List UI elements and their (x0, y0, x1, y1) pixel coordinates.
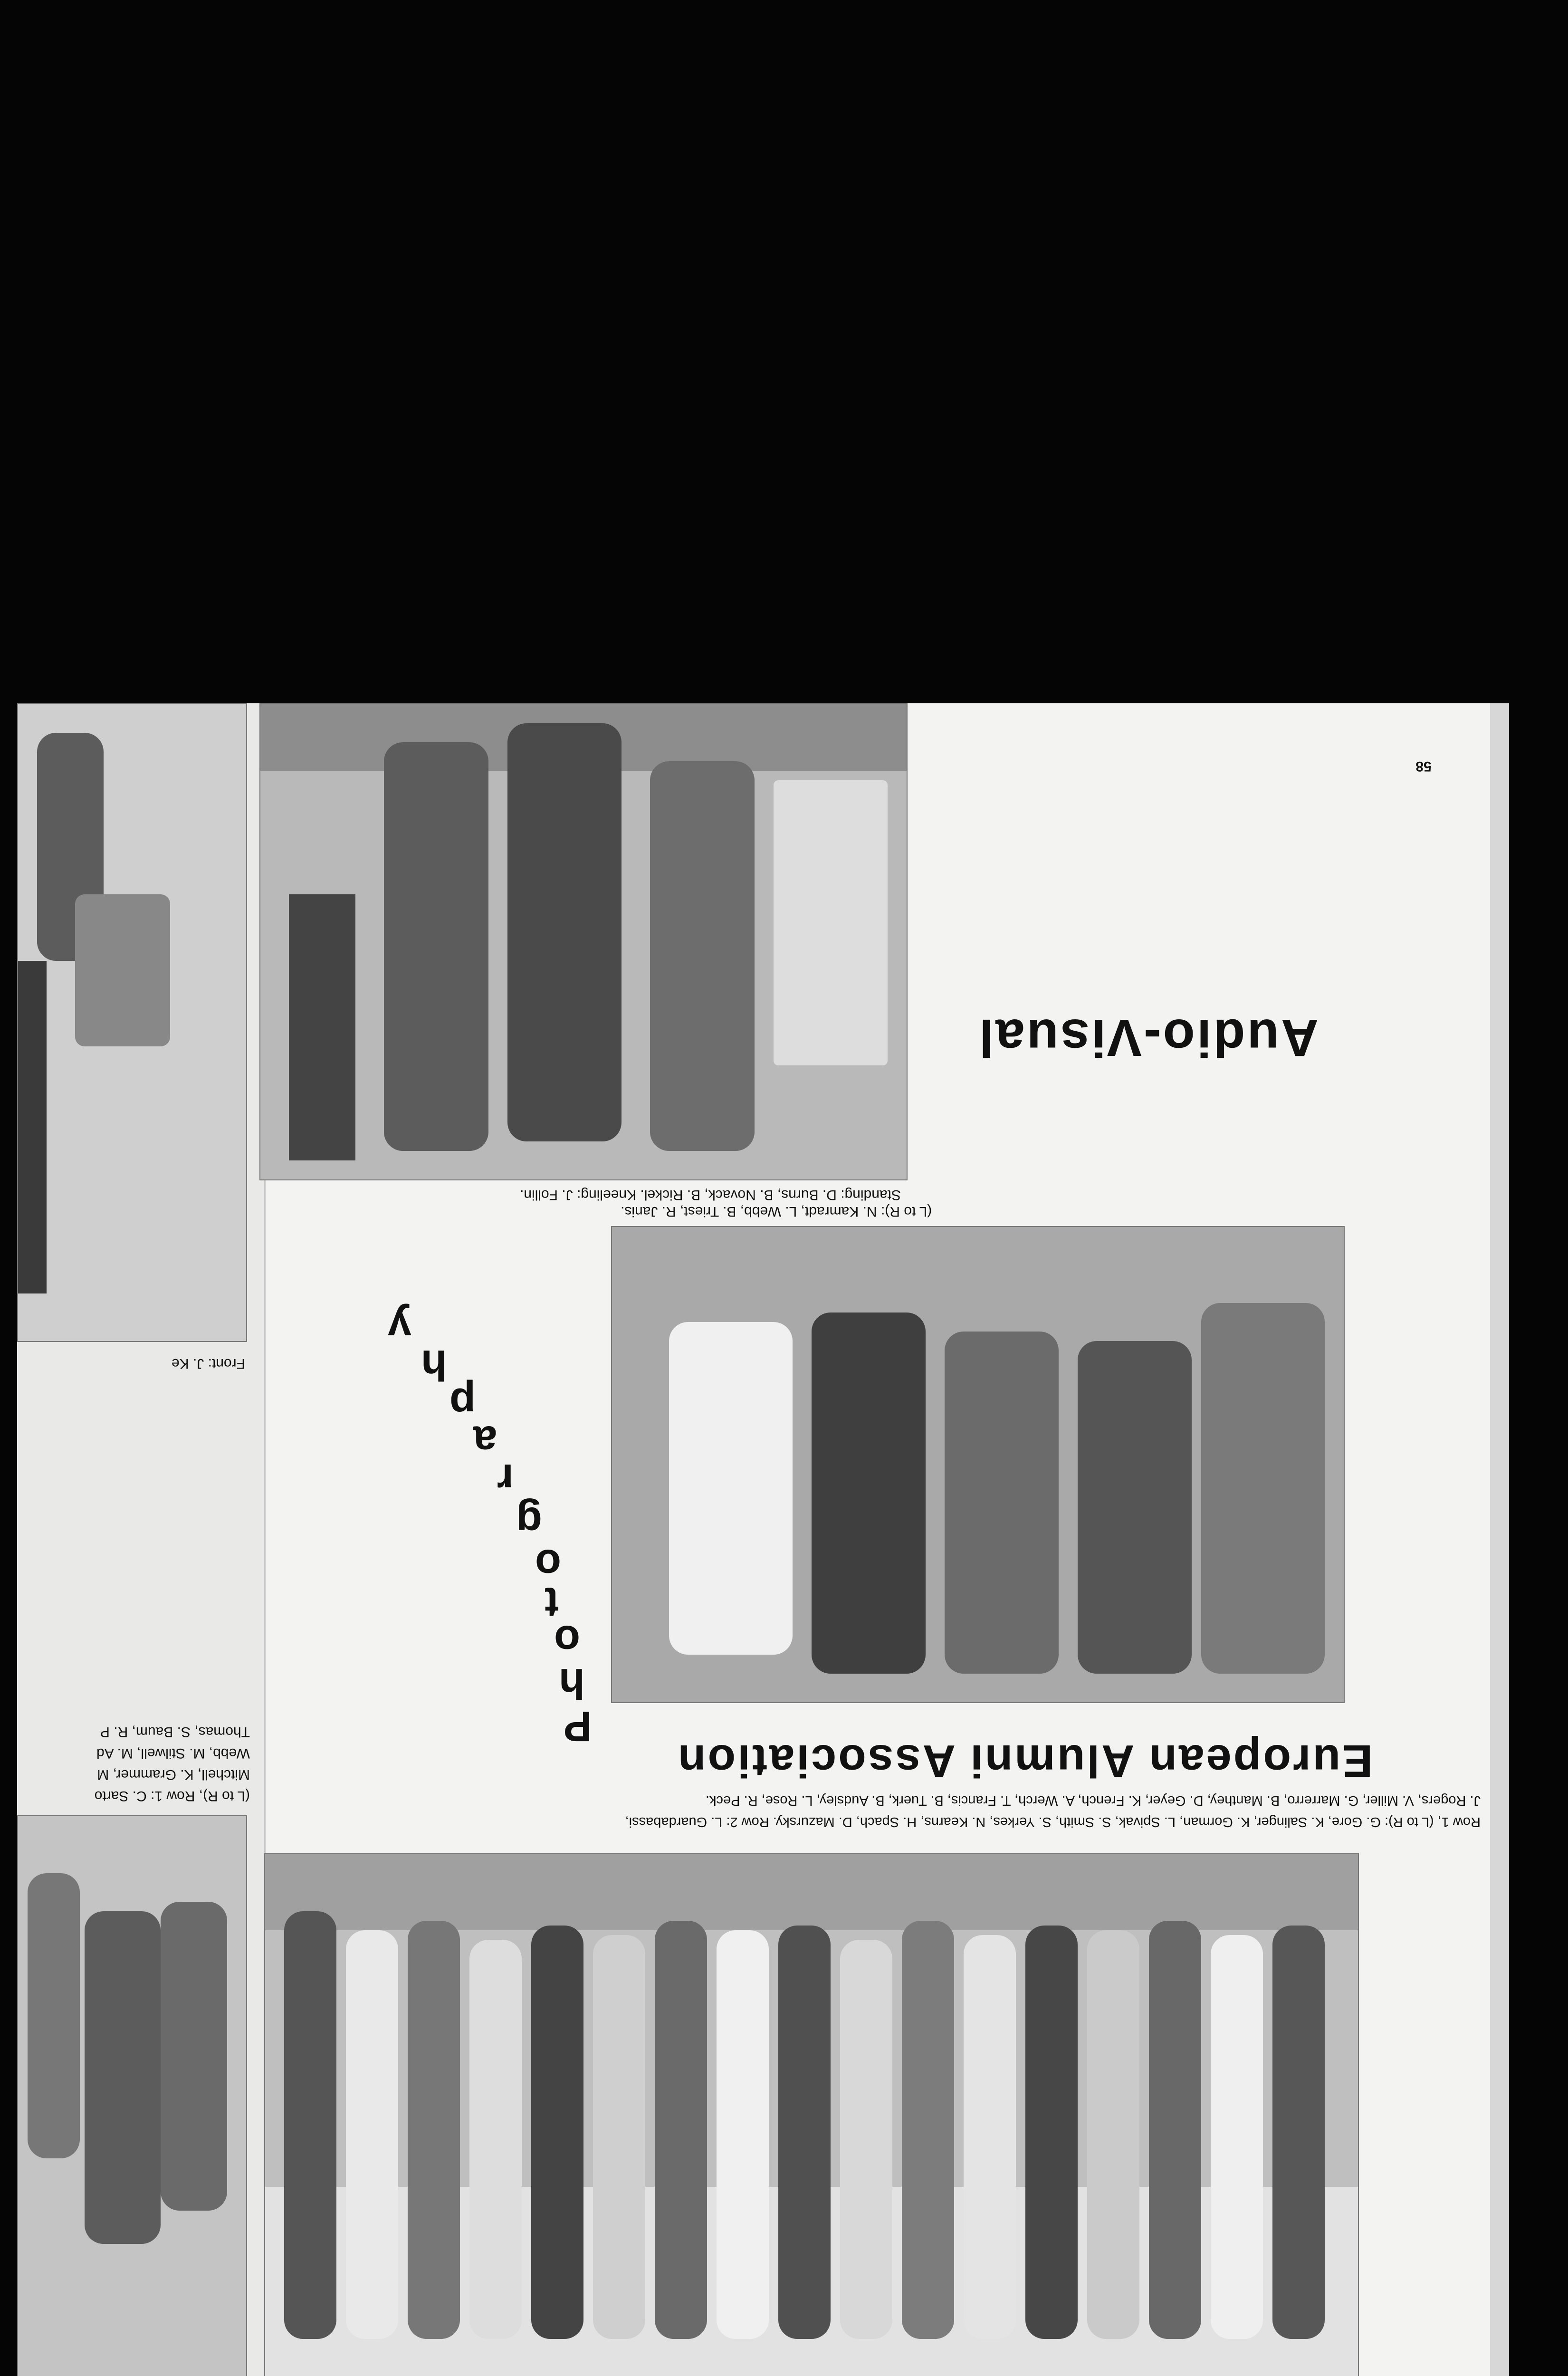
left-page-fragment (17, 703, 266, 2376)
photography-letter-4: t (545, 1579, 559, 1626)
left-club-caption-3: Webb, M. Stilwell, M. Ad (96, 1745, 250, 1761)
audio-visual-photo (259, 703, 908, 1180)
european-alumni-title: European Alumni Association (676, 1735, 1373, 1786)
audio-visual-caption: Standing: D. Burns, B. Novack, B. Rickel. Kneeling: J. Follin. (519, 1187, 901, 1203)
photography-letter-2: h (559, 1659, 585, 1707)
left-club-caption-4: Thomas, S. Baum, R. P (100, 1724, 250, 1740)
left-front-caption: Front: J. Ke (171, 1356, 245, 1371)
left-club-caption-2: Mitchell, K. Grammer, M (97, 1767, 250, 1782)
photography-letter-1: P (564, 1702, 593, 1750)
photography-letter-5: o (535, 1541, 561, 1588)
photography-letter-10: h (421, 1341, 447, 1389)
left-club-caption-1: (L to R), Row 1: C. Sarto (94, 1788, 250, 1804)
photography-letter-8: a (473, 1417, 497, 1465)
page-edge (1490, 703, 1509, 2376)
european-alumni-caption-line-2: J. Rogers, V. Miller, G. Marrerro, B. Manthey, D. Geyer, K. French, A. Werch, T. Francis, B. Tuerk, B. Audsley, L. Rose, R. Peck. (705, 1793, 1481, 1808)
photography-letter-9: p (449, 1379, 476, 1427)
photography-letter-3: o (554, 1617, 580, 1664)
photography-letter-11: y (388, 1303, 412, 1351)
photography-letter-7: r (497, 1455, 514, 1503)
left-page-bottom-photo (17, 1815, 247, 2376)
photography-caption: (L to R): N. Kamradt, L. Webb, B. Triest, R. Janis. (621, 1204, 932, 1219)
photography-letter-6: g (516, 1498, 542, 1545)
yearbook-page (17, 703, 1509, 2376)
left-page-top-photo (17, 703, 247, 1342)
european-alumni-caption-line-1: Row 1, (L to R): G. Gore, K. Salinger, K. Gorman, L. Spivak, S. Smith, S. Yerkes, N. Kearns, H. Spach, D. Mazursky. Row 2: L. Guardabassi, (625, 1814, 1481, 1830)
page-number: 58 (1415, 758, 1432, 774)
european-alumni-photo (264, 1853, 1359, 2376)
photography-photo (611, 1226, 1345, 1703)
audio-visual-title: Audio-Visual (977, 1008, 1319, 1067)
